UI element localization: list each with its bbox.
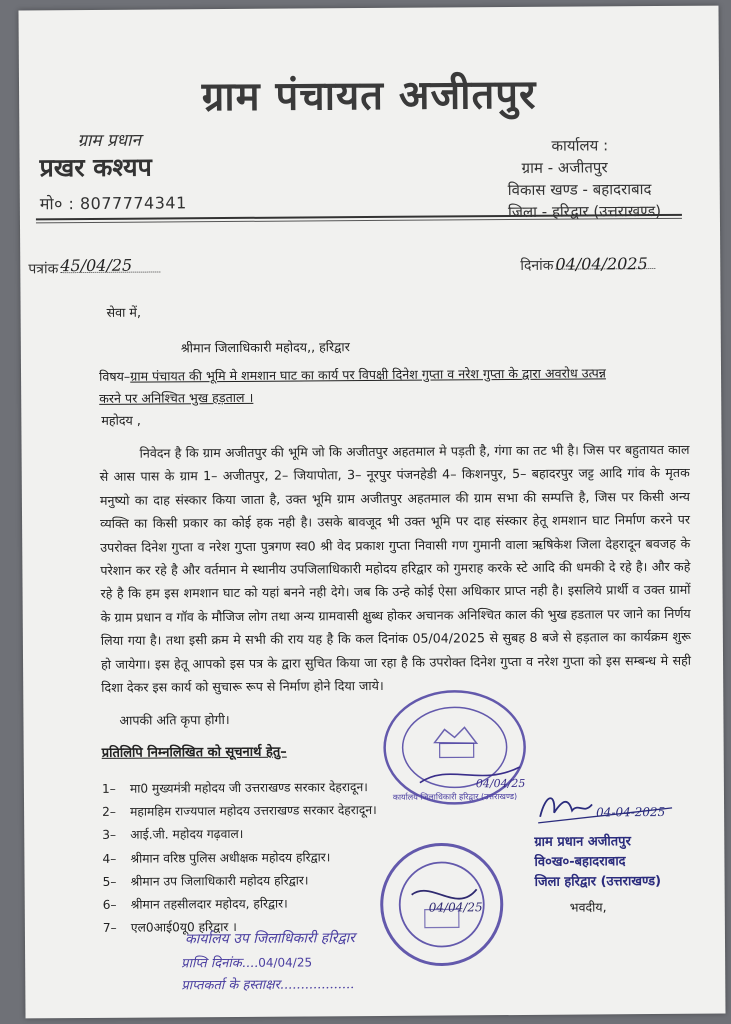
subject-line [99, 362, 619, 409]
letterhead-title: ग्राम पंचायत अजीतपुर [201, 71, 537, 121]
subject-text: ग्राम पंचायत की भूमि मे शमशान घाट का कार्य पर विपक्षी दिनेश गुप्ता व नरेश गुप्ता के द्वारा अवरोध उत्पन्न करने पर अनिश्चित भुख हड़ताल । [99, 365, 607, 406]
signoff-line: वि०ख०-बहादराबाद [534, 854, 626, 870]
office-address [507, 134, 661, 223]
patrank-label: पत्रांक [28, 261, 59, 278]
list-item: 2– महामहिम राज्यपाल महोदय उत्तराखण्ड सरकार देहरादून। [102, 803, 377, 820]
dinank-dotline [555, 254, 655, 274]
receipt-date-label: प्राप्ति दिनांक [181, 955, 242, 972]
dinank-field [520, 254, 655, 275]
receipt-office: कार्यालय उप जिलाधिकारी हरिद्वार [184, 930, 356, 948]
copies-list [102, 776, 378, 940]
pradhan-name: प्रखर कश्यप [39, 152, 152, 183]
office-line: विकास खण्ड - बहादराबाद [507, 180, 652, 200]
receipt-signature-label: प्राप्तकर्ता के हस्ताक्षर [181, 977, 280, 994]
body-paragraph: निवेदन है कि ग्राम अजीतपुर की भूमि जो कि अजीतपुर अहतमाल मे पड़ती है, गंगा का तट भी है। जिस पर बहुतायत काल से आस पास के ग्राम 1– अजीतपुर, 2– जियापोता, 3– नूरपुर पंजनहेडी 4– किशनपुर, 5– बहादरपुर जट्ट आदि गांव के मृतक मनुष्यो का दाह संस्कार किया जाता है, उक्त भूमि ग्राम अजीतपुर अहतमाल की ग्राम सभा की सम्पत्ति है, जिस पर किसी अन्य व्यक्ति का किसी प्रकार का कोई हक नही है। उसके बावजूद भी उक्त भूमि पर दाह संस्कार हेतू शमशान घाट निर्माण करने पर उपरोक्त दिनेश गुप्ता व नरेश गुप्ता पुत्रगण स्व0 श्री वेद प्रकाश गुप्ता निवासी गण गुमानी वाला ऋषिकेश जिला देहरादून बवजह के परेशान कर रहे है और वर्तमान मे स्थानीय उपजिलाधिकारी महोदय हरिद्वार को गुमराह करके स्टे आदि की धमकी दे रहे है। और कहे रहे है कि हम इस शमशान घाट को यहां बनने नही देगे। जब कि उन्हे कोई ऐसा अधिकार प्राप्त नही है। इसलिये प्रार्थी व उक्त ग्रामों के ग्राम प्रधान व गॉव के मौजिज लोग तथा अन्य ग्रामवासी क्षुब्ध होकर अचानक अनिश्चित काल की भुख हडताल पर जाने का निर्णय लिया गया है। तथा इसी क्रम मे सभी की राय यह है कि कल दिनांक 05/04/2025 से सुबह 8 बजे से हड़ताल का कार्यक्रम शुरू हो जायेगा। इस हेतू आपको इस पत्र के द्वारा सुचित किया जा रहा है कि उपरोक्त दिनेश गुप्ता व नरेश गुप्ता को इस सम्बन्ध मे सही दिशा देकर इस कार्य को सुचारू रूप से निर्माण होने दिया जाये। [99, 441, 692, 695]
receipt-round-seal [376, 839, 507, 970]
office-line: जिला - हरिद्वार (उत्तराखण्ड) [507, 201, 662, 222]
list-item: 7– एल0आई0यू0 हरिद्वार । [102, 920, 237, 936]
letter-body [100, 438, 692, 700]
address-line: महोदय , [101, 412, 141, 428]
dinank-value: 04/04/2025 [555, 254, 648, 274]
signature-stamp [534, 832, 661, 893]
bhavdiy: भवदीय, [569, 899, 607, 915]
phone-number: मो० : 8077774341 [39, 193, 187, 214]
receipt-signature-field: प्राप्तकर्ता के हस्ताक्षर.................. [181, 977, 355, 994]
list-item: 5– श्रीमान उप जिलाधिकारी महोदय हरिद्वार। [102, 873, 309, 889]
patrank-dotline [60, 255, 160, 276]
dm-seal-date: 04/04/25 [475, 776, 526, 791]
copies-heading: प्रतिलिपि निम्नलिखित को सूचनार्थ हेतु– [101, 744, 287, 761]
list-item: 4– श्रीमान वरिष्ठ पुलिस अधीक्षक महोदय हरिद्वार। [102, 849, 331, 866]
closing-line: आपकी अति कृपा होगी। [119, 711, 230, 728]
dm-seal-text: कार्यालय जिलाधिकारी हरिद्वार (उत्तराखण्ड) [392, 791, 518, 802]
receipt-date-value: 04/04/25 [258, 955, 313, 970]
handwritten-signature [532, 786, 682, 831]
letter-page [18, 6, 725, 1019]
salutation: सेवा में, [106, 304, 141, 320]
office-line: ग्राम - अजीतपुर [521, 158, 608, 177]
recipient: श्रीमान जिलाधिकारी महोदय,, हरिद्वार [180, 339, 350, 356]
subject-label: विषय– [98, 368, 131, 384]
list-item: 6– श्रीमान तहसीलदार महोदय, हरिद्वार। [102, 896, 288, 912]
signature-date: 04-04-2025 [596, 804, 666, 820]
round-seal-date: 04/04/25 [428, 900, 483, 915]
list-item: 1– मा0 मुख्यमंत्री महोदय जी उत्तराखण्ड सरकार देहरादून। [101, 780, 368, 796]
receipt-date-field: प्राप्ति दिनांक....04/04/25 [181, 955, 313, 972]
signoff-line: ग्राम प्रधान अजीतपुर [534, 834, 631, 850]
signoff-line: जिला हरिद्वार (उत्तराखण्ड) [534, 873, 662, 890]
patrank-field [28, 257, 160, 278]
pradhan-label: ग्राम प्रधान [77, 130, 142, 152]
list-item: 3– आई.जी. महोदय गढ़वाल। [102, 827, 244, 843]
office-line: कार्यालय : [551, 136, 609, 155]
patrank-value: 45/04/25 [60, 255, 133, 276]
dinank-label: दिनांक [520, 257, 554, 274]
dm-office-seal [379, 687, 530, 808]
